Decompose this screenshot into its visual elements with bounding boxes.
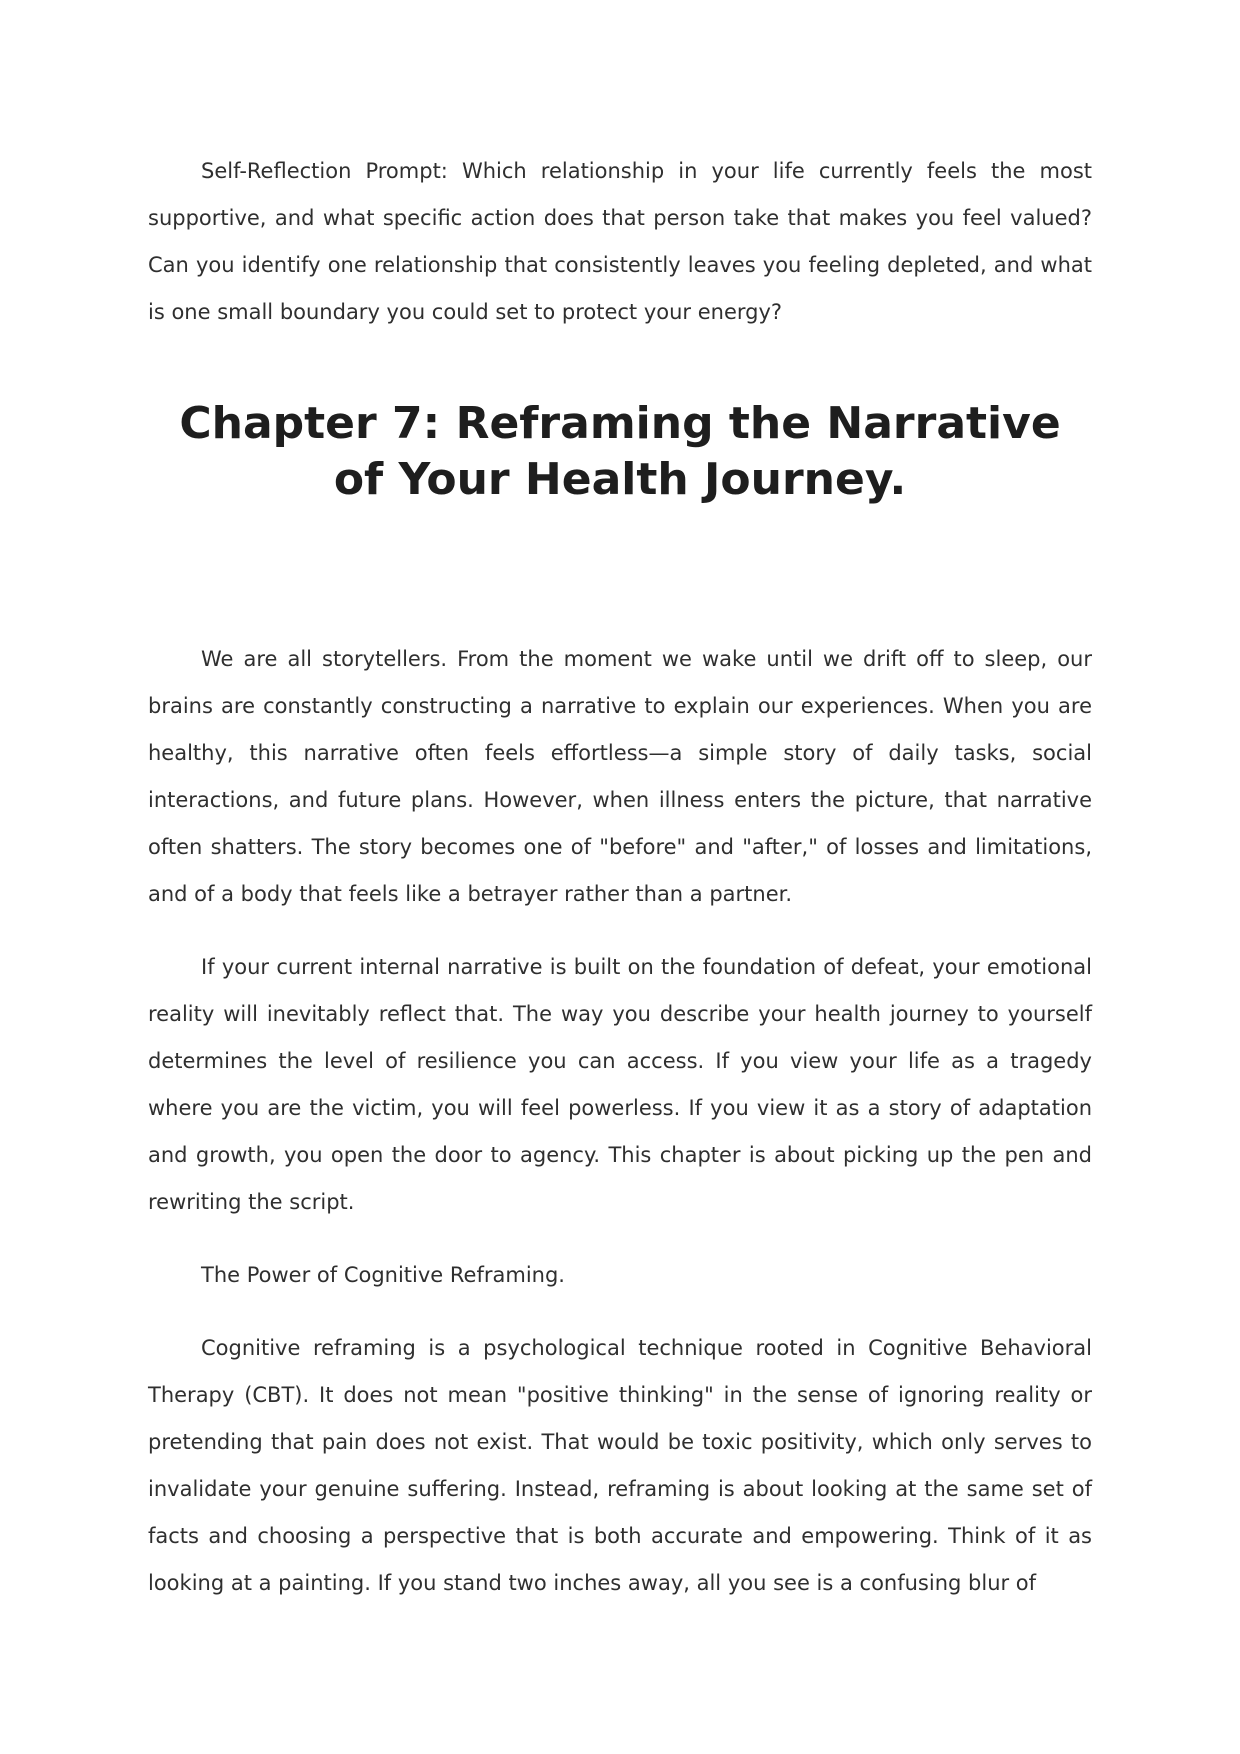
self-reflection-prompt: Self-Reflection Prompt: Which relationship in your life currently feels the most supportive, and what specific action does that person take that makes you feel valued? Can you identify one relationship that consistently leaves you feeling depleted, and what is one small boundary you could set to protect your energy?	[148, 159, 1092, 324]
body-paragraph: We are all storytellers. From the moment we wake until we drift off to sleep, our brains are constantly constructing a narrative to explain our experiences. When you are healthy, this narrative often feels effortless—a simple story of daily tasks, social interactions, and future plans. However, when illness enters the picture, that narrative often shatters. The story becomes one of "before" and "after," of losses and limitations, and of a body that feels like a betrayer rather than a partner.	[148, 647, 1092, 906]
body-paragraph: If your current internal narrative is built on the foundation of defeat, your emotional reality will inevitably reflect that. The way you describe your health journey to yourself determines the level of resilience you can access. If you view your life as a tragedy where you are the victim, you will feel powerless. If you view it as a story of adaptation and growth, you open the door to agency. This chapter is about picking up the pen and rewriting the script.	[148, 955, 1092, 1214]
chapter-title: Chapter 7: Reframing the Narrative of Your Health Journey.	[179, 398, 1061, 505]
document-page	[148, 148, 1092, 1607]
section-heading: The Power of Cognitive Reframing.	[201, 1263, 565, 1287]
body-paragraph: Cognitive reframing is a psychological technique rooted in Cognitive Behavioral Therapy (CBT). It does not mean "positive thinking" in the sense of ignoring reality or pretending that pain does not exist. That would be toxic positivity, which only serves to invalidate your genuine suffering. Instead, reframing is about looking at the same set of facts and choosing a perspective that is both accurate and empowering. Think of it as looking at a painting. If you stand two inches away, all you see is a confusing blur of	[148, 1336, 1092, 1595]
